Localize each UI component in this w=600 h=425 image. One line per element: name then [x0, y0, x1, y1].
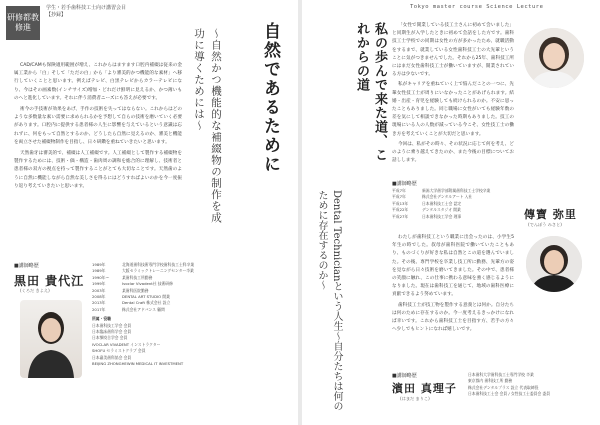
history-text: 某歯科医院勤務 [122, 287, 149, 293]
history-year: 1999年 [92, 281, 106, 287]
right-history [392, 188, 512, 220]
series-note: 【抄録】 [46, 12, 67, 18]
right-profile-photo-1 [524, 28, 584, 88]
history-year: 平成22年 [392, 207, 409, 213]
history-text: デンタルスタジオ 開業 [422, 207, 461, 213]
left-profile-label: ■講師略歴 [14, 263, 39, 269]
history-text: 新潟大学歯学部附属歯科技工士学校卒業 [422, 188, 491, 193]
history-year: 2003年 [92, 287, 106, 293]
history-year: 2017年 [92, 306, 106, 312]
history-row [392, 214, 512, 220]
right-profile2-label: ■講師略歴 [392, 373, 417, 379]
person-portrait-icon [524, 28, 584, 88]
series-title: 学生・若手歯科技工士向け講習会目 [46, 5, 127, 11]
history-text: 株式会社デンタルアート 入社 [422, 194, 473, 200]
right-body-bottom [392, 234, 514, 374]
history-text: 株式会社アドバンス 顧問 [122, 306, 165, 312]
history-text: 北海道歯科技術専門学校歯科技工士科卒業 [122, 262, 195, 267]
right-profile-kana: (でんぽう みさと) [528, 222, 562, 227]
history-text: 日本歯科技工士会 認定 [422, 200, 462, 206]
history-row [92, 307, 292, 313]
person-portrait-icon [20, 300, 82, 378]
left-body [14, 62, 182, 254]
left-body-para-1: CAD/CAMも保険適用範囲が増え、これからはますます口腔内補綴は従来の金属工業から「白」そして「ただの白」から「より審美的かつ機能的な素材」へ移行していくことと思います。例えばテレビ、白黒テレビからカラーテレビになり、今はその画素数(インチサイズ)増加・どれだけ鮮明に見えるか、かつ薄いものへと進化しています。それに伴う消費者ニーズにも答えが必要です。 [14, 63, 182, 101]
history-year: 1990年〜 [92, 274, 110, 280]
history-text: 日本歯科技工士会 会員 / 女性技工士委員会 委員 [468, 391, 551, 397]
history-text: 株式会社デンタルプラス 設立 代表取締役 [468, 384, 539, 390]
membership-item: BEIJING ZHONGHEWIN MEDICAL IT INVESTMENT [92, 361, 184, 367]
left-profile-kana: (くろだ きよえ) [20, 288, 50, 293]
membership-item: 日本顎咬合学会 会員 [92, 335, 128, 341]
history-year: 平成7年 [392, 194, 406, 200]
right-profile2-kana: (はまだ まりこ) [400, 396, 430, 401]
membership-item: 日本歯科技工学会 会員 [92, 322, 132, 328]
history-text: 大阪セラミックトレーニングセンター卒業 [122, 268, 194, 274]
history-text: 東京都内 歯科技工所 勤務 [468, 378, 513, 384]
right-profile-name: 傳寶 弥里 [524, 208, 577, 221]
brand-line-3: 修進 [15, 23, 31, 32]
right-profile2-name: 濱田 真理子 [392, 382, 457, 395]
left-profile-name: 黒田 貴代江 [14, 274, 85, 288]
history-text: DENTAL ART STUDIO 開業 [122, 294, 170, 300]
right-body-bottom-para-2: 歯科技工士が技工物を製作する意義とは何か。自分たちは何のために存在するのか。今一度考えるきっかけになれば幸いです。これから歯科技工士を目指す方、若手の方々へ少しでもヒントになれば嬉しいです。 [392, 302, 514, 333]
history-year: 2013年 [92, 300, 106, 306]
history-year: 平成27年 [392, 213, 409, 219]
right-profile-label: ■講師略歴 [392, 181, 417, 187]
membership-item: 日本審美歯科協会 会員 [92, 354, 132, 360]
page-gutter [298, 0, 302, 425]
left-title: 自然であるために [260, 22, 280, 174]
left-body-para-2: 術今の手技術が効果をあげ、手作の技術を失ってはならない。これからはどのような多数量な素い需要に求められるかを予想して自らの技術を磨いていく必要があります。口腔内に提供する患者様の人生に影響を与えているという意識は忘れずに、何をもって自然とするのか、どうしたら自然に見えるのか、審美と機能を両立させた補綴物制作を目指し、日々研鑽を重ねていきたいと思います。 [14, 107, 182, 145]
right-title: 私の歩んで来た道、これからの道 [354, 22, 387, 162]
history-year: 1989年 [92, 268, 106, 274]
person-portrait-icon [526, 236, 582, 292]
right-body-top [392, 22, 514, 177]
left-profile-photo [20, 300, 82, 378]
brand-logo [6, 6, 40, 40]
history-text: 某歯科技工所勤務 [122, 274, 153, 280]
membership-item: 日本臨床歯科学会 会員 [92, 329, 132, 335]
left-history [92, 262, 292, 368]
right-body-top-para-1: 「女性で開業している技工士さんに初めて会いました」と同期生が入学したときに初めて会話をした方です。歯科技工士学校での同期は女性の方が多かったため、就職活動をするまで、就業している女性歯科技工士の大先輩ということに気がつきませんでした。それから25年、歯科技工所にはまだ女性歯科技工士が働いていますが、開業されている方は少ないです。 [392, 23, 514, 78]
history-year: 2008年 [92, 294, 106, 300]
left-subtitle: 〜自然かつ機能的な補綴物の制作を成功に導くためには〜 [193, 28, 222, 224]
right-profile-photo-2 [526, 236, 582, 292]
left-body-para-3: 天然歯牙は審美的で、補綴は人工補綴です。人工補綴として製作する補綴物を製作するためには、技術・価・構造・歯肉周の調和を総合的に理解し、技術者と患者様の双方の視点を持って製作することがとても大切なことです。天然歯のように自然に機能しながら自然な美しさを得るにはどうすればよいのかを今一度振り返り考えていきたいと思います。 [14, 151, 182, 189]
history-year: 平成7年 [392, 188, 406, 193]
right-body-bottom-para-1: わたしが歯科技工という職業に出会ったのは、小学生5年生の時でした。叔母が歯科医院で働いていたこともあり、ものづくりが好きな私は自然とこの道を選んでいました。その後、専門学校を卒業し技工所に勤務、先輩方の姿を見ながら日々技術を磨いてきました。その中で、患者様の笑顔に触れ、この仕事に携わる意味を強く感じるようになりました。現在は歯科技工を通じて、地域の歯科医療に貢献できるよう努めています。 [392, 235, 514, 298]
history-text: 日本歯科技工学会 理事 [422, 213, 462, 219]
right-history-2 [468, 372, 594, 398]
history-text: Dental Craft 株式会社 設立 [122, 300, 171, 306]
history-year: 1989年 [92, 262, 106, 267]
history-year: 平成13年 [392, 200, 409, 206]
right-subtitle: Dental Technicianという人生〜自分たちは何のために存在するのか〜 [316, 190, 342, 412]
brand-line-2: 都教 [23, 13, 39, 22]
brand-line-1: 研修 [7, 13, 23, 22]
membership-item: IVOCLAR VIVADENT インストラクター [92, 341, 161, 347]
history-text: 日本歯科大学歯科技工士専門学校 卒業 [468, 372, 534, 377]
right-body-top-para-2: 私がキャリアを重ねていく上で悩んだことの一つに、先輩女性技工士が周りにいなかったことがあげられます。結婚・出産・育児を経験しても続けられるのか。不安に思ったこともありました。同じ職場に女性がいても経験年数の差を気にして相談できなかった時期もありました。技工の現場にいる人の人数が減っている今こそ、女性技工士の働き方を考えていくことが大切だと思います。 [392, 82, 514, 137]
membership-item: SHOFU セラミストクラブ 会員 [92, 348, 146, 354]
right-page-header: Tokyo master course Science Lecture [410, 4, 544, 10]
memberships-label: 所属・役職 [92, 316, 111, 322]
right-body-top-para-3: 今回は、私がその時々、その状況に応じて何を考え、どのように乗り越えてきたのか、また今後の目標についてお話しします。 [392, 141, 514, 164]
history-text: Ivoclar Vivadent社 技術研修 [122, 281, 173, 287]
